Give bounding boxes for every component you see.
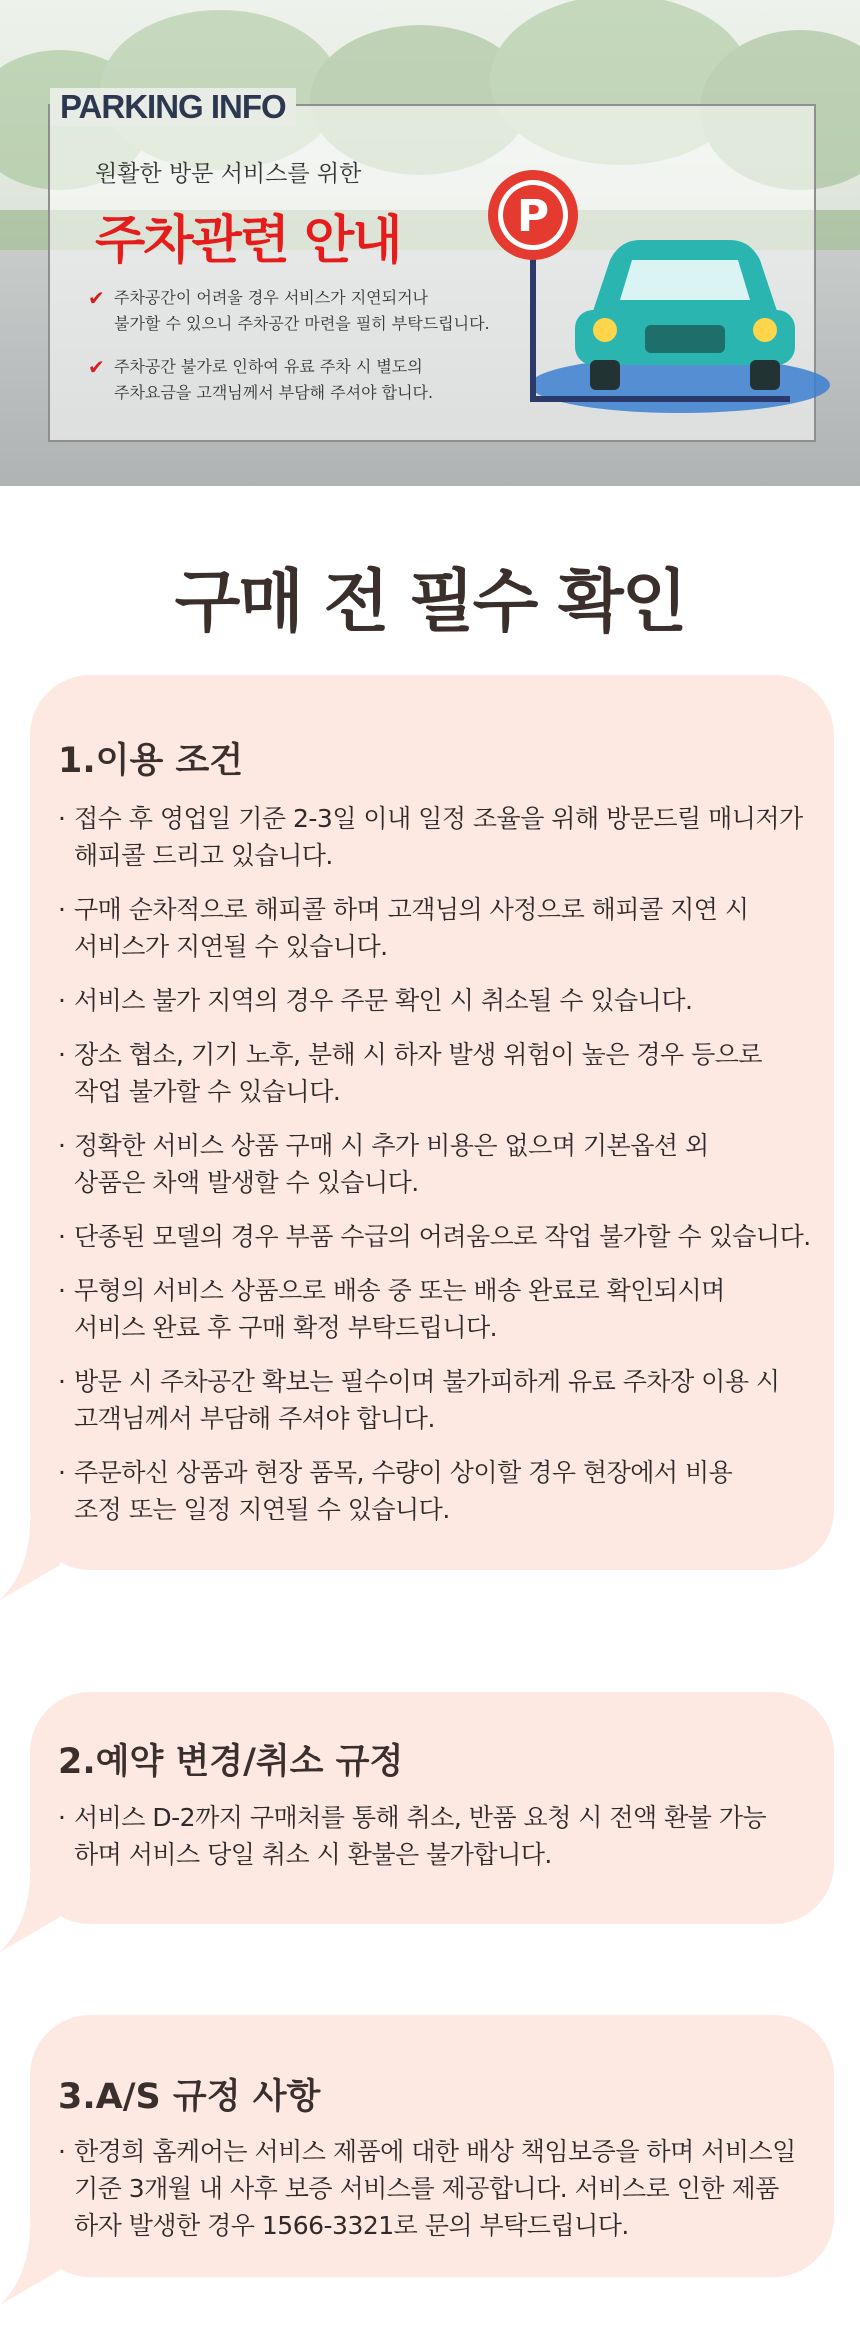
card-title: 2.예약 변경/취소 규정 xyxy=(58,1742,404,1782)
bullet-line: 주차공간이 어려울 경우 서비스가 지연되거나 xyxy=(114,288,429,307)
list-item: · 한경희 홈케어는 서비스 제품에 대한 배상 책임보증을 하며 서비스일 기준 3개월 내 사후 보증 서비스를 제공합니다. 서비스로 인한 제품 하자 발생한 경우 1566-3321로 문의 부탁드립니다. xyxy=(58,2133,818,2244)
banner-bullet xyxy=(88,285,490,337)
list-item: · 방문 시 주차공간 확보는 필수이며 불가피하게 유료 주차장 이용 시 고객님께서 부담해 주셔야 합니다. xyxy=(58,1363,818,1437)
list-item: · 구매 순차적으로 해피콜 하며 고객님의 사정으로 해피콜 지연 시 서비스가 지연될 수 있습니다. xyxy=(58,891,818,965)
list-item: · 장소 협소, 기기 노후, 분해 시 하자 발생 위험이 높은 경우 등으로 작업 불가할 수 있습니다. xyxy=(58,1036,818,1110)
banner-title: 주차관련 안내 xyxy=(95,211,401,271)
card-title: 1.이용 조건 xyxy=(58,741,244,781)
bullet-line: 주차요금을 고객님께서 부담해 주셔야 합니다. xyxy=(114,383,434,402)
notice-card-reservation-change xyxy=(30,1692,834,1924)
list-item: · 무형의 서비스 상품으로 배송 중 또는 배송 완료로 확인되시며 서비스 완료 후 구매 확정 부탁드립니다. xyxy=(58,1272,818,1346)
parking-sign-letter: P xyxy=(516,191,550,242)
check-icon: ✔ xyxy=(88,286,105,310)
list-item: · 정확한 서비스 상품 구매 시 추가 비용은 없으며 기본옵션 외 상품은 차액 발생할 수 있습니다. xyxy=(58,1127,818,1201)
card-title: 3.A/S 규정 사항 xyxy=(58,2077,321,2117)
bullet-line: 불가할 수 있으니 주차공간 마련을 필히 부탁드립니다. xyxy=(114,314,490,333)
bullet-line: 주차공간 불가로 인하여 유료 주차 시 별도의 xyxy=(114,357,423,376)
list-item: · 서비스 불가 지역의 경우 주문 확인 시 취소될 수 있습니다. xyxy=(58,982,818,1019)
banner-bullet xyxy=(88,354,433,406)
parking-info-banner xyxy=(0,0,860,486)
conditions-list xyxy=(58,800,818,1545)
as-policy-list xyxy=(58,2133,818,2261)
banner-subtitle: 원활한 방문 서비스를 위한 xyxy=(95,161,362,187)
speech-bubble-tail xyxy=(0,1872,60,1952)
list-item: · 주문하신 상품과 현장 품목, 수량이 상이할 경우 현장에서 비용 조정 또는 일정 지연될 수 있습니다. xyxy=(58,1454,818,1528)
notice-card-usage-conditions xyxy=(30,675,834,1570)
list-item: · 서비스 D-2까지 구매처를 통해 취소, 반품 요청 시 전액 환불 가능 하며 서비스 당일 취소 시 환불은 불가합니다. xyxy=(58,1799,818,1873)
list-item: · 접수 후 영업일 기준 2-3일 이내 일정 조율을 위해 방문드릴 매니저가 해피콜 드리고 있습니다. xyxy=(58,800,818,874)
page-heading: 구매 전 필수 확인 xyxy=(174,563,686,642)
speech-bubble-tail xyxy=(0,1520,60,1600)
reservation-list xyxy=(58,1799,818,1890)
check-icon: ✔ xyxy=(88,355,105,379)
notice-card-as-policy xyxy=(30,2015,834,2277)
list-item: · 단종된 모델의 경우 부품 수급의 어려움으로 작업 불가할 수 있습니다. xyxy=(58,1218,818,1255)
speech-bubble-tail xyxy=(0,2225,60,2305)
parking-car-illustration xyxy=(480,160,840,420)
parking-info-label: PARKING INFO xyxy=(50,88,296,126)
